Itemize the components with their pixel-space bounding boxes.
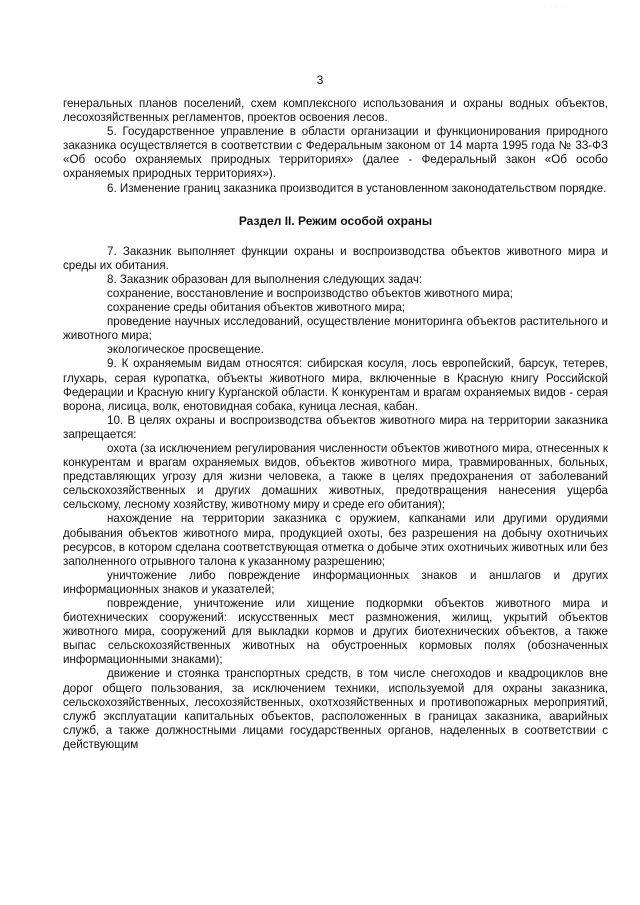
task-item: экологическое просвещение. [107,343,264,357]
document-body [63,97,608,752]
paragraph-6: 6. Изменение границ заказника производится в установленном законодательством порядке. [107,181,607,195]
prohibition-item: повреждение, уничтожение или хищение подкормки объектов животного мира и биотехнических сооружений: искусственных мест размножения, жилищ, укрытий объектов животного мира, сооружений для выкладки кормов и других биотехнических объектов, а также выпас сельскохозяйственных животных на обустроенных кормовых полях (обозначенных информационными знаками); [63,597,608,667]
task-item: сохранение, восстановление и воспроизводство объектов животного мира; [107,286,513,300]
paragraph-continuation: генеральных планов поселений, схем комплексного использования и охраны водных объектов, лесохозяйственных регламентов, проектов освоения лесов. [63,97,608,125]
scan-artifact: · · · · · [544,4,570,10]
paragraph-9: 9. К охраняемым видам относятся: сибирская косуля, лось европейский, барсук, тетерев, глухарь, серая куропатка, объекты животного мира, включенные в Красную книгу Российской Федерации и Красную книгу Курганской области. К конкурентам и врагам охраняемых видов - серая ворона, лисица, волк, енотовидная собака, куница лесная, кабан. [63,357,608,413]
section-heading: Раздел II. Режим особой охраны [238,213,433,228]
page-number: 3 [316,73,324,87]
paragraph-10: 10. В целях охраны и воспроизводства объектов животного мира на территории заказника запрещается: [63,413,608,441]
paragraph-7: 7. Заказник выполняет функции охраны и воспроизводства объектов животного мира и среды их обитания. [63,244,608,272]
task-item: сохранение среды обитания объектов животного мира; [107,301,406,315]
prohibition-item: нахождение на территории заказника с оружием, капканами или другими орудиями добывания объектов животного мира, продукцией охоты, без разрешения на добычу охотничьих ресурсов, в котором сделана соответствующая отметка о добыче этих охотничьих животных или без заполненного отрывного талона к указанному разрешению; [63,512,608,568]
prohibition-item: движение и стоянка транспортных средств, в том числе снегоходов и квадроциклов вне дорог общего пользования, за исключением техники, используемой для охраны заказника, сельскохозяйственных, лесохозяйственных, охотхозяйственных и противопожарных мероприятий, служб эксплуатации капитальных объектов, расположенных в границах заказника, аварийных служб, а также должностными лицами государственных органов, наделенных в соответствии с действующим [63,667,608,751]
paragraph-8: 8. Заказник образован для выполнения следующих задач: [107,272,423,286]
prohibition-item: охота (за исключением регулирования численности объектов животного мира, отнесенных к конкурентам и врагам охраняемых видов, объектов животного мира, травмированных, больных, представляющих угрозу для жизни человека, а также в целях предохранения от заболеваний сельскохозяйственных и других домашних животных, предотвращения нанесения ущерба сельскому, лесному хозяйству, животному миру и среде его обитания); [63,441,608,512]
prohibition-item: уничтожение либо повреждение информационных знаков и аншлагов и других информационных знаков и указателей; [63,568,608,596]
paragraph-5: 5. Государственное управление в области организации и функционирования природного заказника осуществляется в соответствии с Федеральным законом от 14 марта 1995 года № 33-ФЗ «Об особо охраняемых природных территориях» (далее - Федеральный закон «Об особо охраняемых природных территориях»). [63,125,608,181]
task-item: проведение научных исследований, осуществление мониторинга объектов растительного и животного мира; [63,315,608,343]
